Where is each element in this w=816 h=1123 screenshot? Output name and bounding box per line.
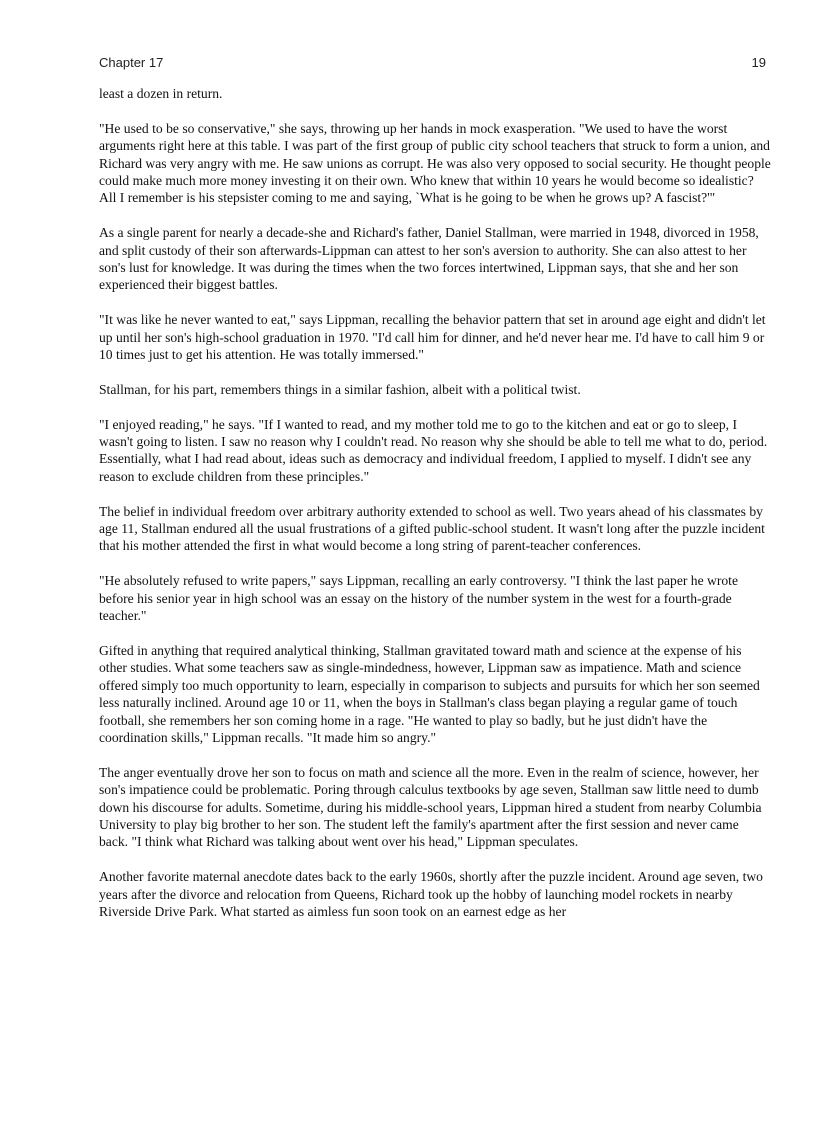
chapter-title: Chapter 17 [99, 55, 164, 70]
paragraph: "It was like he never wanted to eat," says Lippman, recalling the behavior pattern that set in around age eight and didn't let up until her son's high-school graduation in 1970. "I'd call him for dinner, and he'd never hear me. I'd have to call him 9 or 10 times just to get his attention. He was totally immersed." [99, 312, 766, 363]
page-header [99, 55, 766, 73]
page-body [99, 85, 771, 938]
paragraph: "He absolutely refused to write papers," says Lippman, recalling an early controversy. "I think the last paper he wrote before his senior year in high school was an essay on the history of the number system in the west for a fourth-grade teacher." [99, 573, 738, 624]
page-number: 19 [751, 55, 766, 70]
paragraph: The belief in individual freedom over arbitrary authority extended to school as well. Two years ahead of his classmates by age 11, Stallman endured all the usual frustrations of a gifted public-school student. It wasn't long after the puzzle incident that his mother attended the first in what would become a long string of parent-teacher conferences. [99, 503, 765, 554]
paragraph: The anger eventually drove her son to focus on math and science all the more. Even in the realm of science, however, her son's impatience could be problematic. Poring through calculus textbooks by age seven, Stallman saw little need to dumb down his discourse for adults. Sometime, during his middle-school years, Lippman hired a student from nearby Columbia University to play big brother to her son. The student left the family's apartment after the first session and never came back. "I think what Richard was talking about went over his head," Lippman speculates. [99, 764, 762, 850]
paragraph: Another favorite maternal anecdote dates back to the early 1960s, shortly after the puzzle incident. Around age seven, two years after the divorce and relocation from Queens, Richard took up the hobby of launching model rockets in nearby Riverside Drive Park. What started as aimless fun soon took on an earnest edge as her [99, 869, 763, 919]
paragraph: least a dozen in return. [99, 86, 223, 101]
paragraph: "He used to be so conservative," she says, throwing up her hands in mock exasperation. "We used to have the worst arguments right here at this table. I was part of the first group of public city school teachers that struck to form a union, and Richard was very angry with me. He saw unions as corrupt. He was also very opposed to social security. He thought people could make much more money investing it on their own. Who knew that within 10 years he would become so idealistic? All I remember is his stepsister coming to me and saying, `What is he going to be when he grows up? A fascist?'" [99, 120, 771, 206]
paragraph: Gifted in anything that required analytical thinking, Stallman gravitated toward math and science at the expense of his other studies. What some teachers saw as single-mindedness, however, Lippman saw as impatience. Math and science offered simply too much opportunity to learn, especially in comparison to subjects and pursuits for which her son seemed less naturally inclined. Around age 10 or 11, when the boys in Stallman's class began playing a regular game of touch football, she remembers her son coming home in a rage. "He wanted to play so badly, but he just didn't have the coordination skills," Lippman recalls. "It made him so angry." [99, 642, 760, 745]
paragraph: Stallman, for his part, remembers things in a similar fashion, albeit with a political twist. [99, 381, 581, 397]
paragraph: As a single parent for nearly a decade-she and Richard's father, Daniel Stallman, were married in 1948, divorced in 1958, and split custody of their son afterwards-Lippman can attest to her son's aversion to authority. She can also attest to her son's lust for knowledge. It was during the times when the two forces intertwined, Lippman says, that she and her son experienced their biggest battles. [99, 225, 759, 293]
paragraph: "I enjoyed reading," he says. "If I wanted to read, and my mother told me to go to the kitchen and eat or go to sleep, I wasn't going to listen. I saw no reason why I couldn't read. No reason why she should be able to tell me what to do, period. Essentially, what I had read about, ideas such as democracy and individual freedom, I applied to myself. I didn't see any reason to exclude children from these principles." [99, 416, 768, 484]
